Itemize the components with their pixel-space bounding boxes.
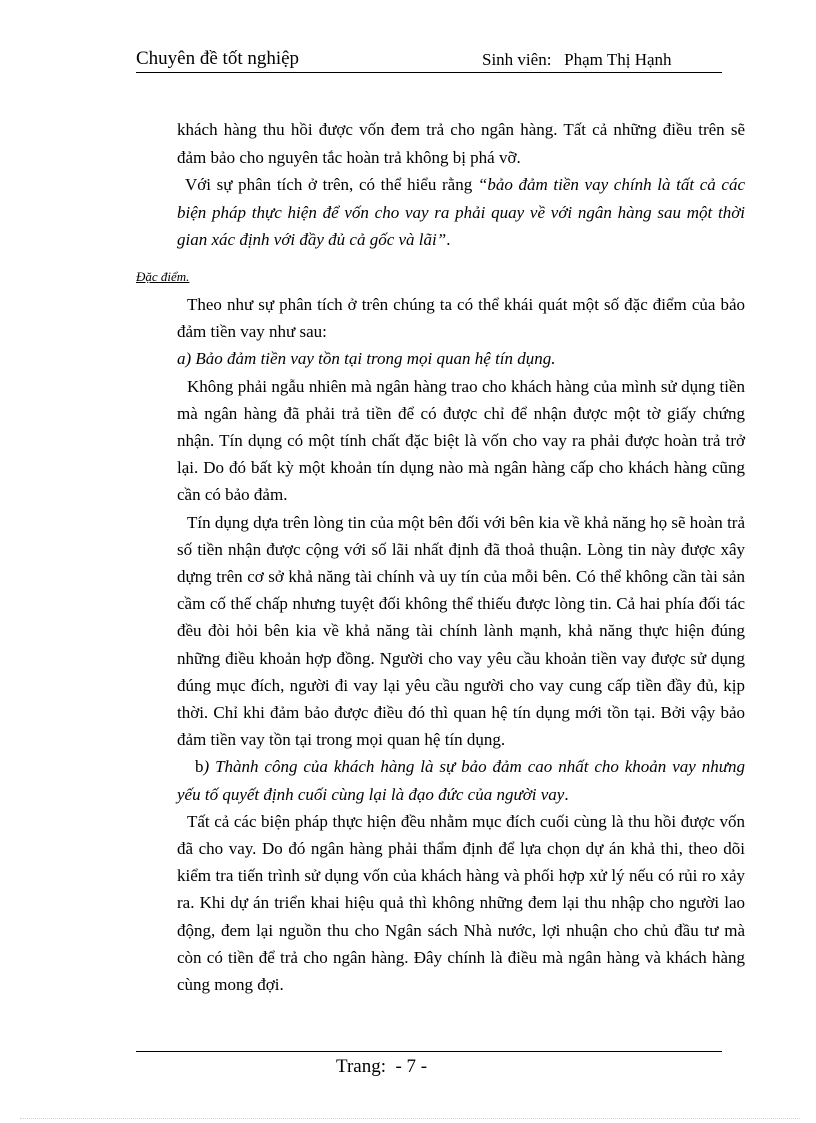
definition-paragraph [177,171,745,254]
subheading-b-text: ) Thành công của khách hàng là sự bảo đảm cao nhất cho khoản vay nhưng yếu tố quyết định cuối cùng lại là đạo đức của người vay [177,757,745,804]
paragraph: khách hàng thu hồi được vốn đem trả cho ngân hàng. Tất cả những điều trên sẽ đảm bảo cho nguyên tắc hoàn trả không bị phá vỡ. [177,120,745,167]
subheading-b-end: . [564,784,569,804]
definition-end: . [446,230,451,249]
section-title: Đặc điểm. [136,269,190,284]
footer-divider [136,1051,722,1052]
paragraph: Theo như sự phân tích ở trên chúng ta có thể khái quát một số đặc điểm của bảo đảm tiền vay như sau: [177,295,745,342]
page-number: - 7 - [385,1056,428,1077]
student-name: Sinh viên: Phạm Thị Hạnh [482,50,672,69]
document-title: Chuyên đề tốt nghiệp [136,48,300,69]
page-footer [336,1056,427,1078]
paragraph: Không phải ngẫu nhiên mà ngân hàng trao cho khách hàng của mình sử dụng tiền mà ngân hàng đã phải trả tiền để có được chỉ để nhận được một tờ giấy chứng nhận. Tín dụng có một tính chất đặc biệt là vốn cho vay ra phải được hoàn trả trở lại. Do đó bất kỳ một khoản tín dụng nào mà ngân hàng cấp cho khách hàng cũng cần có bảo đảm. [177,376,745,505]
page-break-dots [20,1118,800,1119]
paragraph: Tất cả các biện pháp thực hiện đều nhằm mục đích cuối cùng là thu hồi được vốn đã cho vay. Do đó ngân hàng phải thẩm định để lựa chọn dự án khả thi, theo dõi kiểm tra tiến trình sử dụng vốn của khách hàng và phối hợp xử lý nếu có rủi ro xảy ra. Khi dự án triển khai hiệu quả thì không những đem lại thu nhập cho người lao động, đem lại nguồn thu cho Ngân sách Nhà nước, lợi nhuận cho chủ đầu tư mà còn có tiền để trả cho ngân hàng. Đây chính là điều mà ngân hàng và khách hàng cùng mong đợi. [177,811,745,995]
page-header [136,46,722,73]
subheading-a: a) Bảo đảm tiền vay tồn tại trong mọi quan hệ tín dụng. [177,349,556,369]
page-label: Trang: [336,1056,386,1077]
body-text [177,291,745,998]
paragraph: Tín dụng dựa trên lòng tin của một bên đối với bên kia về khả năng họ sẽ hoàn trả số tiền nhận được cộng với số lãi nhất định đã thoả thuận. Lòng tin này được xây dựng trên cơ sở khả năng tài chính và uy tín của mỗi bên. Có thể không cần tài sản cầm cố thế chấp nhưng tuyệt đối không thể thiếu được lòng tin. Cả hai phía đối tác đều đòi hỏi bên kia về khả năng tài chính lành mạnh, khả năng thực hiện đúng những điều khoản hợp đồng. Người cho vay yêu cầu khoản tiền vay được sử dụng đúng mục đích, người đi vay lại yêu cầu người cho vay cung cấp tiền đầy đủ, kịp thời. Chỉ khi đảm bảo được điều đó thì quan hệ tín dụng mới tồn tại. Bởi vậy bảo đảm tiền vay tồn tại trong mọi quan hệ tín dụng. [177,512,745,750]
subheading-b-letter: b [195,757,204,777]
definition-lead: Với sự phân tích ở trên, có thể hiểu rằng [185,175,478,194]
intro-text [177,116,745,254]
subheading-b [177,753,745,807]
definition-quote: “bảo đảm tiền vay chính là tất cả các biện pháp thực hiện để vốn cho vay ra phải quay về với ngân hàng sau một thời gian xác định với đầy đủ cả gốc và lãi” [177,175,745,249]
